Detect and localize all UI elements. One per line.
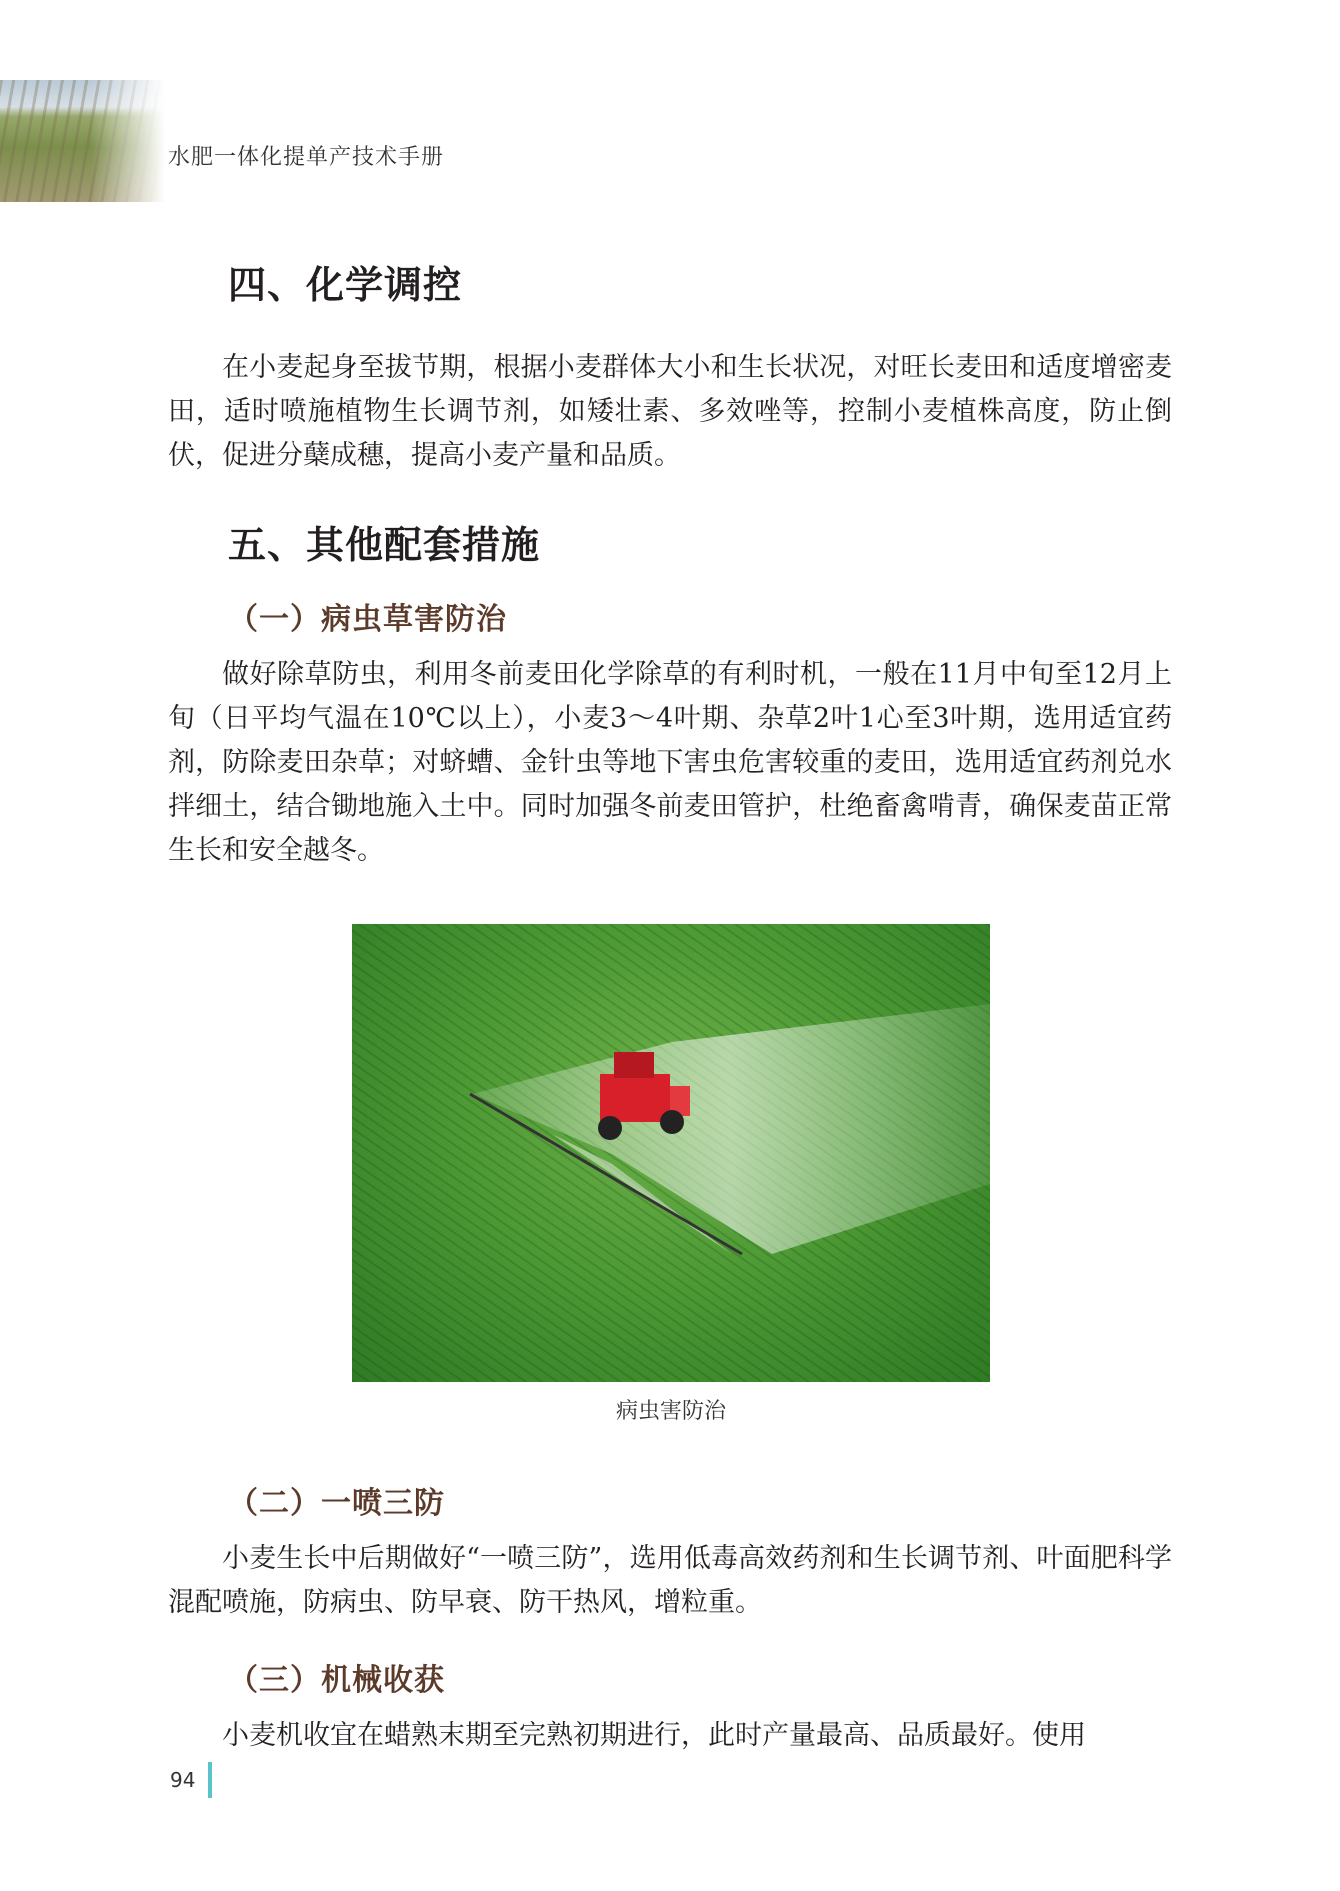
subheading-pest-weed-control: （一）病虫草害防治 <box>228 602 507 637</box>
paragraph-mechanical-harvest: 小麦机收宜在蜡熟末期至完熟初期进行，此时产量最高、品质最好。使用 <box>222 1720 1086 1751</box>
sprayer-illustration <box>352 924 990 1382</box>
subheading-mechanical-harvest: （三）机械收获 <box>228 1663 445 1698</box>
tractor-wheel-rear <box>660 1110 684 1134</box>
section-heading-chemical-regulation: 四、化学调控 <box>228 263 463 307</box>
section-heading-supporting-measures: 五、其他配套措施 <box>228 523 541 567</box>
header-field-image <box>0 80 165 202</box>
figure-caption: 病虫害防治 <box>615 1399 726 1424</box>
tractor-cab <box>614 1052 654 1078</box>
page-number: 94 <box>170 1768 196 1792</box>
spray-mist-trail <box>472 1004 990 1254</box>
figure-sprayer-photo <box>352 924 990 1382</box>
tractor-body <box>600 1074 670 1122</box>
paragraph-one-spray-three-preventions: 小麦生长中后期做好“一喷三防”，选用低毒高效药剂和生长调节剂、叶面肥科学混配喷施，防病虫、防早衰、防干热风，增粒重。 <box>168 1543 1172 1618</box>
tractor-wheel-front <box>598 1116 622 1140</box>
page-number-accent-bar <box>208 1762 212 1798</box>
paragraph-pest-weed-control: 做好除草防虫，利用冬前麦田化学除草的有利时机，一般在11月中旬至12月上旬（日平均气温在10℃以上），小麦3～4叶期、杂草2叶1心至3叶期，选用适宜药剂，防除麦田杂草；对蛴螬、金针虫等地下害虫危害较重的麦田，选用适宜药剂兑水拌细土，结合锄地施入土中。同时加强冬前麦田管护，杜绝畜禽啃青，确保麦苗正常生长和安全越冬。 <box>168 659 1172 866</box>
subheading-one-spray-three-preventions: （二）一喷三防 <box>228 1486 445 1521</box>
paragraph-chemical-regulation: 在小麦起身至拔节期，根据小麦群体大小和生长状况，对旺长麦田和适度增密麦田，适时喷施植物生长调节剂，如矮壮素、多效唑等，控制小麦植株高度，防止倒伏，促进分蘖成穗，提高小麦产量和品质。 <box>168 352 1172 471</box>
running-header-title: 水肥一体化提单产技术手册 <box>168 145 445 170</box>
